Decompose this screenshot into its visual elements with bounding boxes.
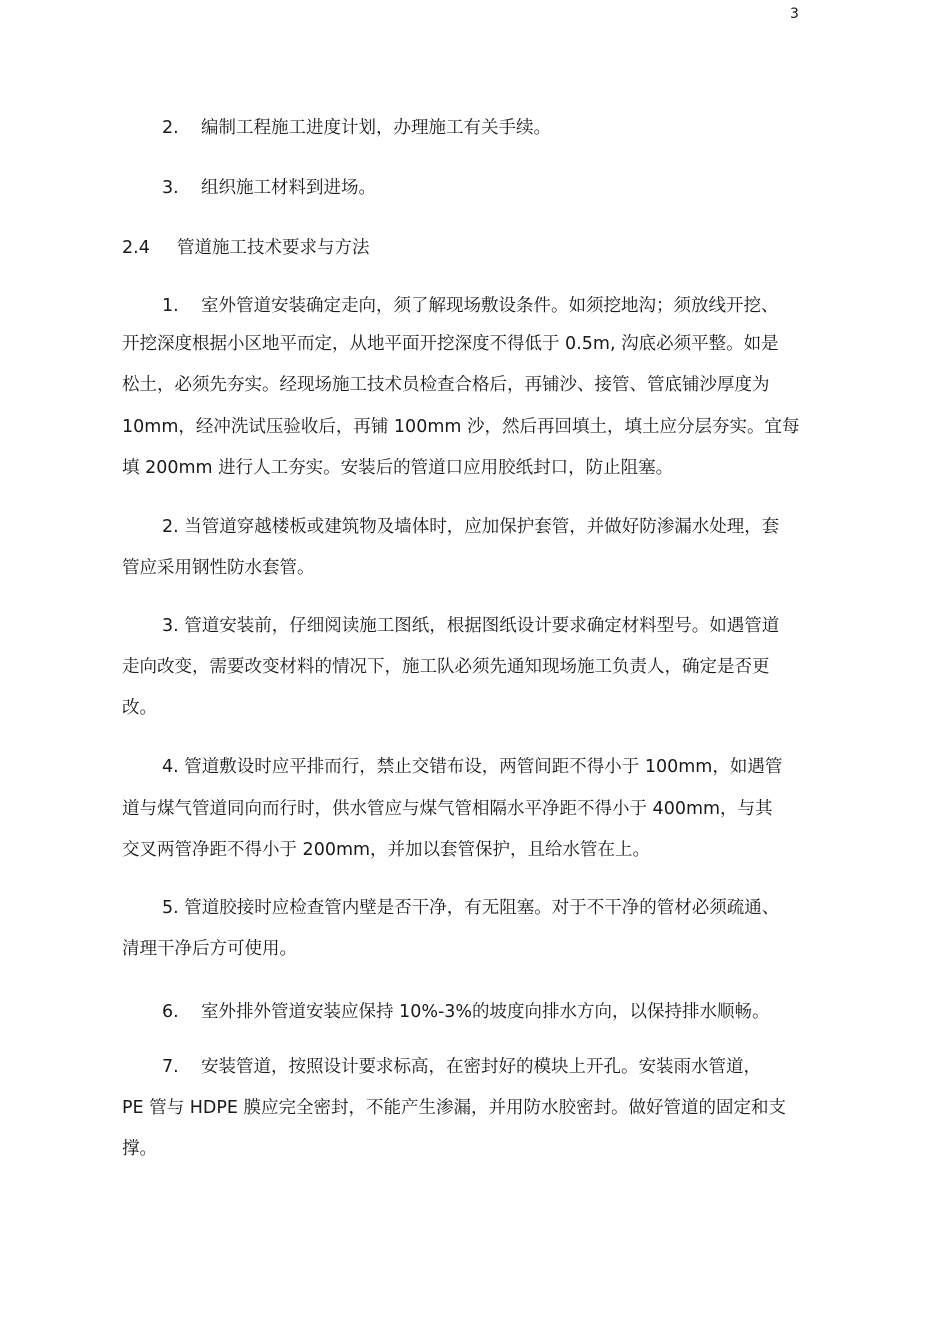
- item-text: 室外排外管道安装应保持 10%-3%的坡度向排水方向，以保持排水顺畅。: [201, 1002, 770, 1022]
- paragraph-text: 填 200mm 进行人工夯实。安装后的管道口应用胶纸封口，防止阻塞。: [122, 458, 674, 478]
- paragraph-text: 松土，必须先夯实。经现场施工技术员检查合格后，再铺沙、接管、管底铺沙厚度为: [122, 375, 770, 395]
- section-number: 2.4: [122, 238, 150, 258]
- paragraph-text: 安装管道，按照设计要求标高，在密封好的模块上开孔。安装雨水管道，: [201, 1057, 761, 1077]
- paragraph-text: 5. 管道胶接时应检查管内壁是否干净，有无阻塞。对于不干净的管材必须疏通、: [162, 898, 780, 918]
- paragraph-text: 开挖深度根据小区地平而定，从地平面开挖深度不得低于 0.5m, 沟底必须平整。如是: [122, 334, 779, 354]
- item-number: 3.: [162, 178, 179, 198]
- item-number: 1.: [162, 296, 179, 316]
- item-text: 组织施工材料到进场。: [201, 178, 376, 198]
- paragraph-text: 室外管道安装确定走向，须了解现场敷设条件。如须挖地沟；须放线开挖、: [201, 296, 779, 316]
- paragraph-text: 走向改变，需要改变材料的情况下，施工队必须先通知现场施工负责人，确定是否更: [122, 657, 770, 677]
- paragraph-text: PE 管与 HDPE 膜应完全密封，不能产生渗漏，并用防水胶密封。做好管道的固定和支: [122, 1098, 787, 1118]
- paragraph-text: 撑。: [122, 1139, 157, 1159]
- section-title: 管道施工技术要求与方法: [177, 238, 370, 258]
- paragraph-text: 管应采用钢性防水套管。: [122, 558, 315, 578]
- item-number: 6.: [162, 1002, 179, 1022]
- paragraph-text: 3. 管道安装前，仔细阅读施工图纸，根据图纸设计要求确定材料型号。如遇管道: [162, 616, 780, 636]
- item-number: 7.: [162, 1057, 179, 1077]
- paragraph-text: 清理干净后方可使用。: [122, 939, 297, 959]
- paragraph-text: 交叉两管净距不得小于 200mm，并加以套管保护，且给水管在上。: [122, 840, 651, 860]
- page-number: 3: [790, 6, 799, 22]
- paragraph-text: 改。: [122, 698, 157, 718]
- paragraph-text: 4. 管道敷设时应平排而行，禁止交错布设，两管间距不得小于 100mm，如遇管: [162, 757, 783, 777]
- item-number: 2.: [162, 118, 179, 138]
- item-text: 编制工程施工进度计划，办理施工有关手续。: [201, 118, 551, 138]
- paragraph-text: 道与煤气管道同向而行时，供水管应与煤气管相隔水平净距不得小于 400mm，与其: [122, 799, 773, 819]
- paragraph-text: 2. 当管道穿越楼板或建筑物及墙体时，应加保护套管，并做好防渗漏水处理，套: [162, 517, 780, 537]
- paragraph-text: 10mm，经冲洗试压验收后，再铺 100mm 沙，然后再回填土，填土应分层夯实。宜每: [122, 417, 800, 437]
